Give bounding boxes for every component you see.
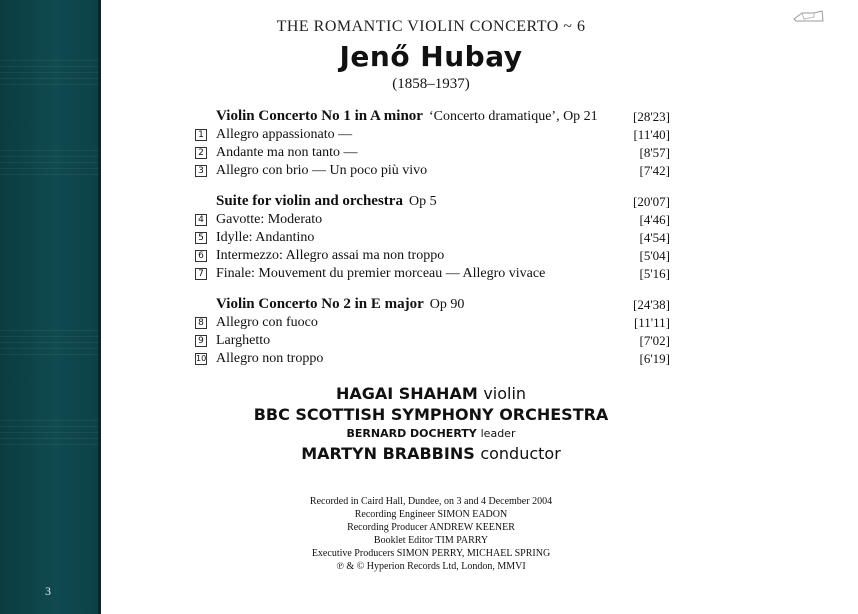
composer-dates: (1858–1937) [392,76,470,92]
movement-title: Intermezzo: Allegro assai ma non troppo [216,248,445,263]
movement-duration: [8'57] [639,145,670,160]
leader-role: leader [480,427,516,440]
work-header [195,192,670,211]
conductor-name: MARTYN BRABBINS [301,444,475,463]
credit-line: Recorded in Caird Hall, Dundee, on 3 and 4 December 2004 [309,496,553,507]
decorative-sidebar [0,0,101,614]
track-listing [195,107,670,380]
track-number: 5 [195,232,207,244]
movement-title: Allegro con brio — Un poco più vivo [216,163,428,178]
movement-duration: [4'54] [639,230,670,245]
page-corner-icon [792,9,826,23]
movement-duration: [4'46] [639,212,670,227]
credit-line: Recording Producer ANDREW KEENER [347,522,515,533]
movement-duration: [6'19] [639,351,670,366]
work-title: Violin Concerto No 1 in A minor ‘Concerto dramatique’, Op 21 [216,108,598,124]
track-number: 4 [195,214,207,226]
track-number: 6 [195,250,207,262]
credit-line: Booklet Editor TIM PARRY [373,535,489,546]
movement-duration: [7'02] [639,333,670,348]
track-row [195,126,670,144]
leader [101,425,761,443]
track-row [195,350,670,368]
movement-title: Finale: Mouvement du premier morceau — Allegro vivace [216,266,546,281]
work-header [195,107,670,126]
conductor [101,443,761,465]
credit-line: Executive Producers SIMON PERRY, MICHAEL SPRING [311,548,551,559]
leader-name: BERNARD DOCHERTY [346,427,477,440]
page-number: 3 [45,584,51,598]
work [195,295,670,368]
work-duration: [28'23] [632,108,670,124]
movement-title: Allegro con fuoco [216,315,318,330]
work-subtitle: ‘Concerto dramatique’, Op 21 [428,109,598,124]
soloist-role: violin [483,384,527,403]
track-row [195,314,670,332]
movement-title: Larghetto [216,333,271,348]
work-subtitle: Op 5 [408,194,437,209]
work [195,192,670,283]
track-number: 3 [195,165,207,177]
track-number: 7 [195,268,207,280]
movement-title: Idylle: Andantino [216,230,315,245]
movement-duration: [5'04] [639,248,670,263]
soloist [101,383,761,405]
track-number: 8 [195,317,207,329]
work-header [195,295,670,314]
movement-title: Andante ma non tanto — [216,145,358,160]
work-subtitle: Op 90 [429,297,465,312]
track-row [195,144,670,162]
work-title: Suite for violin and orchestra Op 5 [216,193,437,209]
soloist-name: HAGAI SHAHAM [335,384,478,403]
track-number: 2 [195,147,207,159]
series-title: THE ROMANTIC VIOLIN CONCERTO ~ 6 [276,18,586,35]
conductor-role: conductor [480,444,561,463]
work-duration: [24'38] [632,296,670,312]
movement-title: Allegro non troppo [216,351,324,366]
composer-name: Jenő Hubay [339,40,523,73]
movement-duration: [11'11] [633,315,670,330]
recording-credits [101,495,761,573]
track-row [195,265,670,283]
credit-line: Recording Engineer SIMON EADON [354,509,508,520]
track-row [195,229,670,247]
work [195,107,670,180]
track-row [195,211,670,229]
performers [101,383,761,465]
movement-duration: [7'42] [639,163,670,178]
work-duration: [20'07] [632,193,670,209]
track-number: 10 [196,354,207,363]
track-row [195,332,670,350]
work-title: Violin Concerto No 2 in E major Op 90 [216,296,465,312]
movement-duration: [5'16] [639,266,670,281]
track-row [195,247,670,265]
track-number: 1 [195,129,207,141]
movement-title: Allegro appassionato — [216,127,353,142]
track-row [195,162,670,180]
orchestra: BBC SCOTTISH SYMPHONY ORCHESTRA [253,405,609,424]
movement-duration: [11'40] [633,127,670,142]
credit-line: ℗ & © Hyperion Records Ltd, London, MMVI [336,561,526,572]
movement-title: Gavotte: Moderato [216,212,323,227]
track-number: 9 [195,335,207,347]
